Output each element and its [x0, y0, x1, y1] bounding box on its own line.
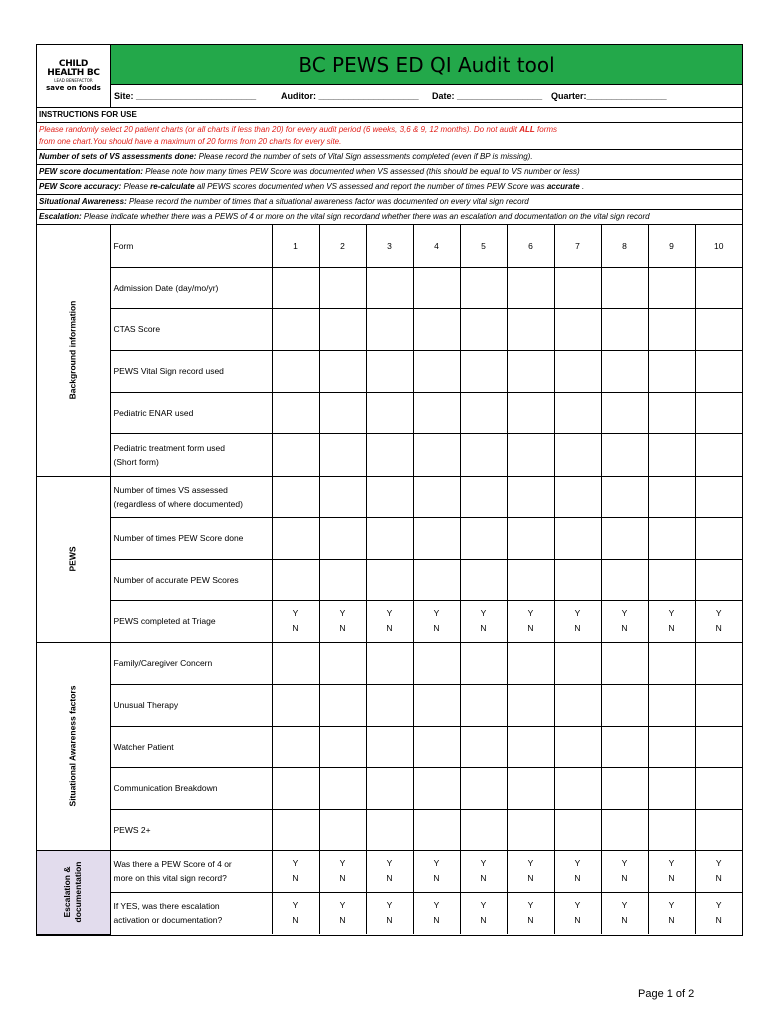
table-row — [37, 850, 742, 892]
column-header: 7 — [554, 225, 601, 267]
child-health-bc-logo — [37, 45, 111, 107]
yn-cell[interactable]: Y N — [319, 850, 366, 892]
yn-cell[interactable]: Y N — [695, 850, 742, 892]
yn-cell[interactable]: Y N — [272, 850, 319, 892]
table-row — [37, 350, 742, 392]
table-row — [37, 308, 742, 350]
section-situational: Situational Awareness factors — [37, 642, 110, 850]
yn-cell[interactable]: Y N — [601, 892, 648, 934]
table-row — [37, 267, 742, 308]
column-header: 9 — [648, 225, 695, 267]
quarter-field[interactable]: Quarter:________________ — [551, 91, 667, 101]
yn-cell[interactable]: Y N — [366, 600, 413, 642]
row-label: Family/Caregiver Concern — [110, 642, 272, 684]
row-label: Unusual Therapy — [110, 684, 272, 726]
table-row — [37, 600, 742, 642]
row-label: Communication Breakdown — [110, 767, 272, 809]
table-row — [37, 684, 742, 726]
row-label: Pediatric treatment form used (Short form) — [110, 433, 272, 476]
yn-cell[interactable]: Y N — [601, 600, 648, 642]
yn-cell[interactable]: Y N — [554, 892, 601, 934]
audit-table — [37, 225, 742, 935]
auditor-field[interactable]: Auditor: ____________________ — [281, 91, 419, 101]
header — [37, 45, 742, 108]
row-label: PEWS Vital Sign record used — [110, 350, 272, 392]
column-header: 10 — [695, 225, 742, 267]
instruction-situational: Situational Awareness: Please record the number of times that a situational awareness factor was documented on every vital sign record — [37, 195, 742, 210]
row-label: PEWS 2+ — [110, 809, 272, 850]
yn-cell[interactable]: Y N — [695, 892, 742, 934]
yn-cell[interactable]: Y N — [507, 850, 554, 892]
yn-cell[interactable]: Y N — [319, 600, 366, 642]
yn-cell[interactable]: Y N — [554, 850, 601, 892]
yn-cell[interactable]: Y N — [648, 850, 695, 892]
yn-cell[interactable]: Y N — [319, 892, 366, 934]
table-row — [37, 642, 742, 684]
yn-cell[interactable]: Y N — [507, 600, 554, 642]
table-row — [37, 726, 742, 767]
yn-cell[interactable]: Y N — [272, 600, 319, 642]
instructions-red: Please randomly select 20 patient charts (or all charts if less than 20) for every audit period (6 weeks, 3,6 & 9, 12 months). Do not audit ALL forms from one chart.You should have a maximum of 20 forms from 20 charts for every site. — [37, 123, 742, 150]
table-row — [37, 433, 742, 476]
table-row — [37, 476, 742, 517]
logo-line-4: save on foods — [46, 83, 101, 92]
yn-cell[interactable]: Y N — [695, 600, 742, 642]
section-pews: PEWS — [37, 476, 110, 642]
site-field[interactable]: Site: ________________________ — [114, 91, 257, 101]
section-background: Background information — [37, 225, 110, 476]
section-escalation: Escalation & documentation — [37, 850, 110, 934]
yn-cell[interactable]: Y N — [601, 850, 648, 892]
yn-cell[interactable]: Y N — [366, 850, 413, 892]
table-row — [37, 559, 742, 600]
instruction-escalation: Escalation: Please indicate whether there was a PEWS of 4 or more on the vital sign recordand whether there was an escalation and documentation on the vital sign record — [37, 210, 742, 225]
instruction-pew-doc: PEW score documentation: Please note how many times PEW Score was documented when VS assessed (this should be equal to VS number or less) — [37, 165, 742, 180]
row-label: Admission Date (day/mo/yr) — [110, 267, 272, 308]
table-row — [37, 517, 742, 559]
page-title: BC PEWS ED QI Audit tool — [111, 45, 742, 85]
column-header: 4 — [413, 225, 460, 267]
yn-cell[interactable]: Y N — [648, 892, 695, 934]
form-row — [37, 225, 742, 267]
row-label: If YES, was there escalation activation or documentation? — [110, 892, 272, 934]
date-field[interactable]: Date: _________________ — [432, 91, 543, 101]
yn-cell[interactable]: Y N — [460, 600, 507, 642]
column-header: 5 — [460, 225, 507, 267]
yn-cell[interactable]: Y N — [413, 892, 460, 934]
yn-cell[interactable]: Y N — [460, 892, 507, 934]
row-label: Number of times VS assessed (regardless of where documented) — [110, 476, 272, 517]
table-row — [37, 892, 742, 934]
row-label: Number of accurate PEW Scores — [110, 559, 272, 600]
yn-cell[interactable]: Y N — [272, 892, 319, 934]
instructions-heading: INSTRUCTIONS FOR USE — [37, 108, 742, 123]
page-number: Page 1 of 2 — [638, 988, 695, 1000]
yn-cell[interactable]: Y N — [460, 850, 507, 892]
column-header: 2 — [319, 225, 366, 267]
logo-line-2: HEALTH BC — [47, 67, 100, 78]
logo-line-1: CHILD — [58, 58, 89, 69]
instruction-vs: Number of sets of VS assessments done: Please record the number of sets of Vital Sign assessments completed (even if BP is missing). — [37, 150, 742, 165]
row-label: PEWS completed at Triage — [110, 600, 272, 642]
row-label: Number of times PEW Score done — [110, 517, 272, 559]
column-header: 6 — [507, 225, 554, 267]
row-label: Watcher Patient — [110, 726, 272, 767]
form-label: Form — [110, 225, 272, 267]
audit-fields — [111, 85, 742, 107]
logo-line-3: LEAD BENEFACTOR — [54, 77, 93, 83]
table-row — [37, 392, 742, 433]
yn-cell[interactable]: Y N — [413, 600, 460, 642]
yn-cell[interactable]: Y N — [648, 600, 695, 642]
yn-cell[interactable]: Y N — [554, 600, 601, 642]
row-label: Pediatric ENAR used — [110, 392, 272, 433]
audit-sheet — [36, 44, 743, 936]
table-row — [37, 809, 742, 850]
instruction-pew-accuracy: PEW Score accuracy: Please re-calculate all PEWS scores documented when VS assessed and report the number of times PEW Score was accurate . — [37, 180, 742, 195]
yn-cell[interactable]: Y N — [366, 892, 413, 934]
table-row — [37, 767, 742, 809]
column-header: 3 — [366, 225, 413, 267]
yn-cell[interactable]: Y N — [507, 892, 554, 934]
yn-cell[interactable]: Y N — [413, 850, 460, 892]
column-header: 1 — [272, 225, 319, 267]
row-label: Was there a PEW Score of 4 or more on this vital sign record? — [110, 850, 272, 892]
row-label: CTAS Score — [110, 308, 272, 350]
column-header: 8 — [601, 225, 648, 267]
